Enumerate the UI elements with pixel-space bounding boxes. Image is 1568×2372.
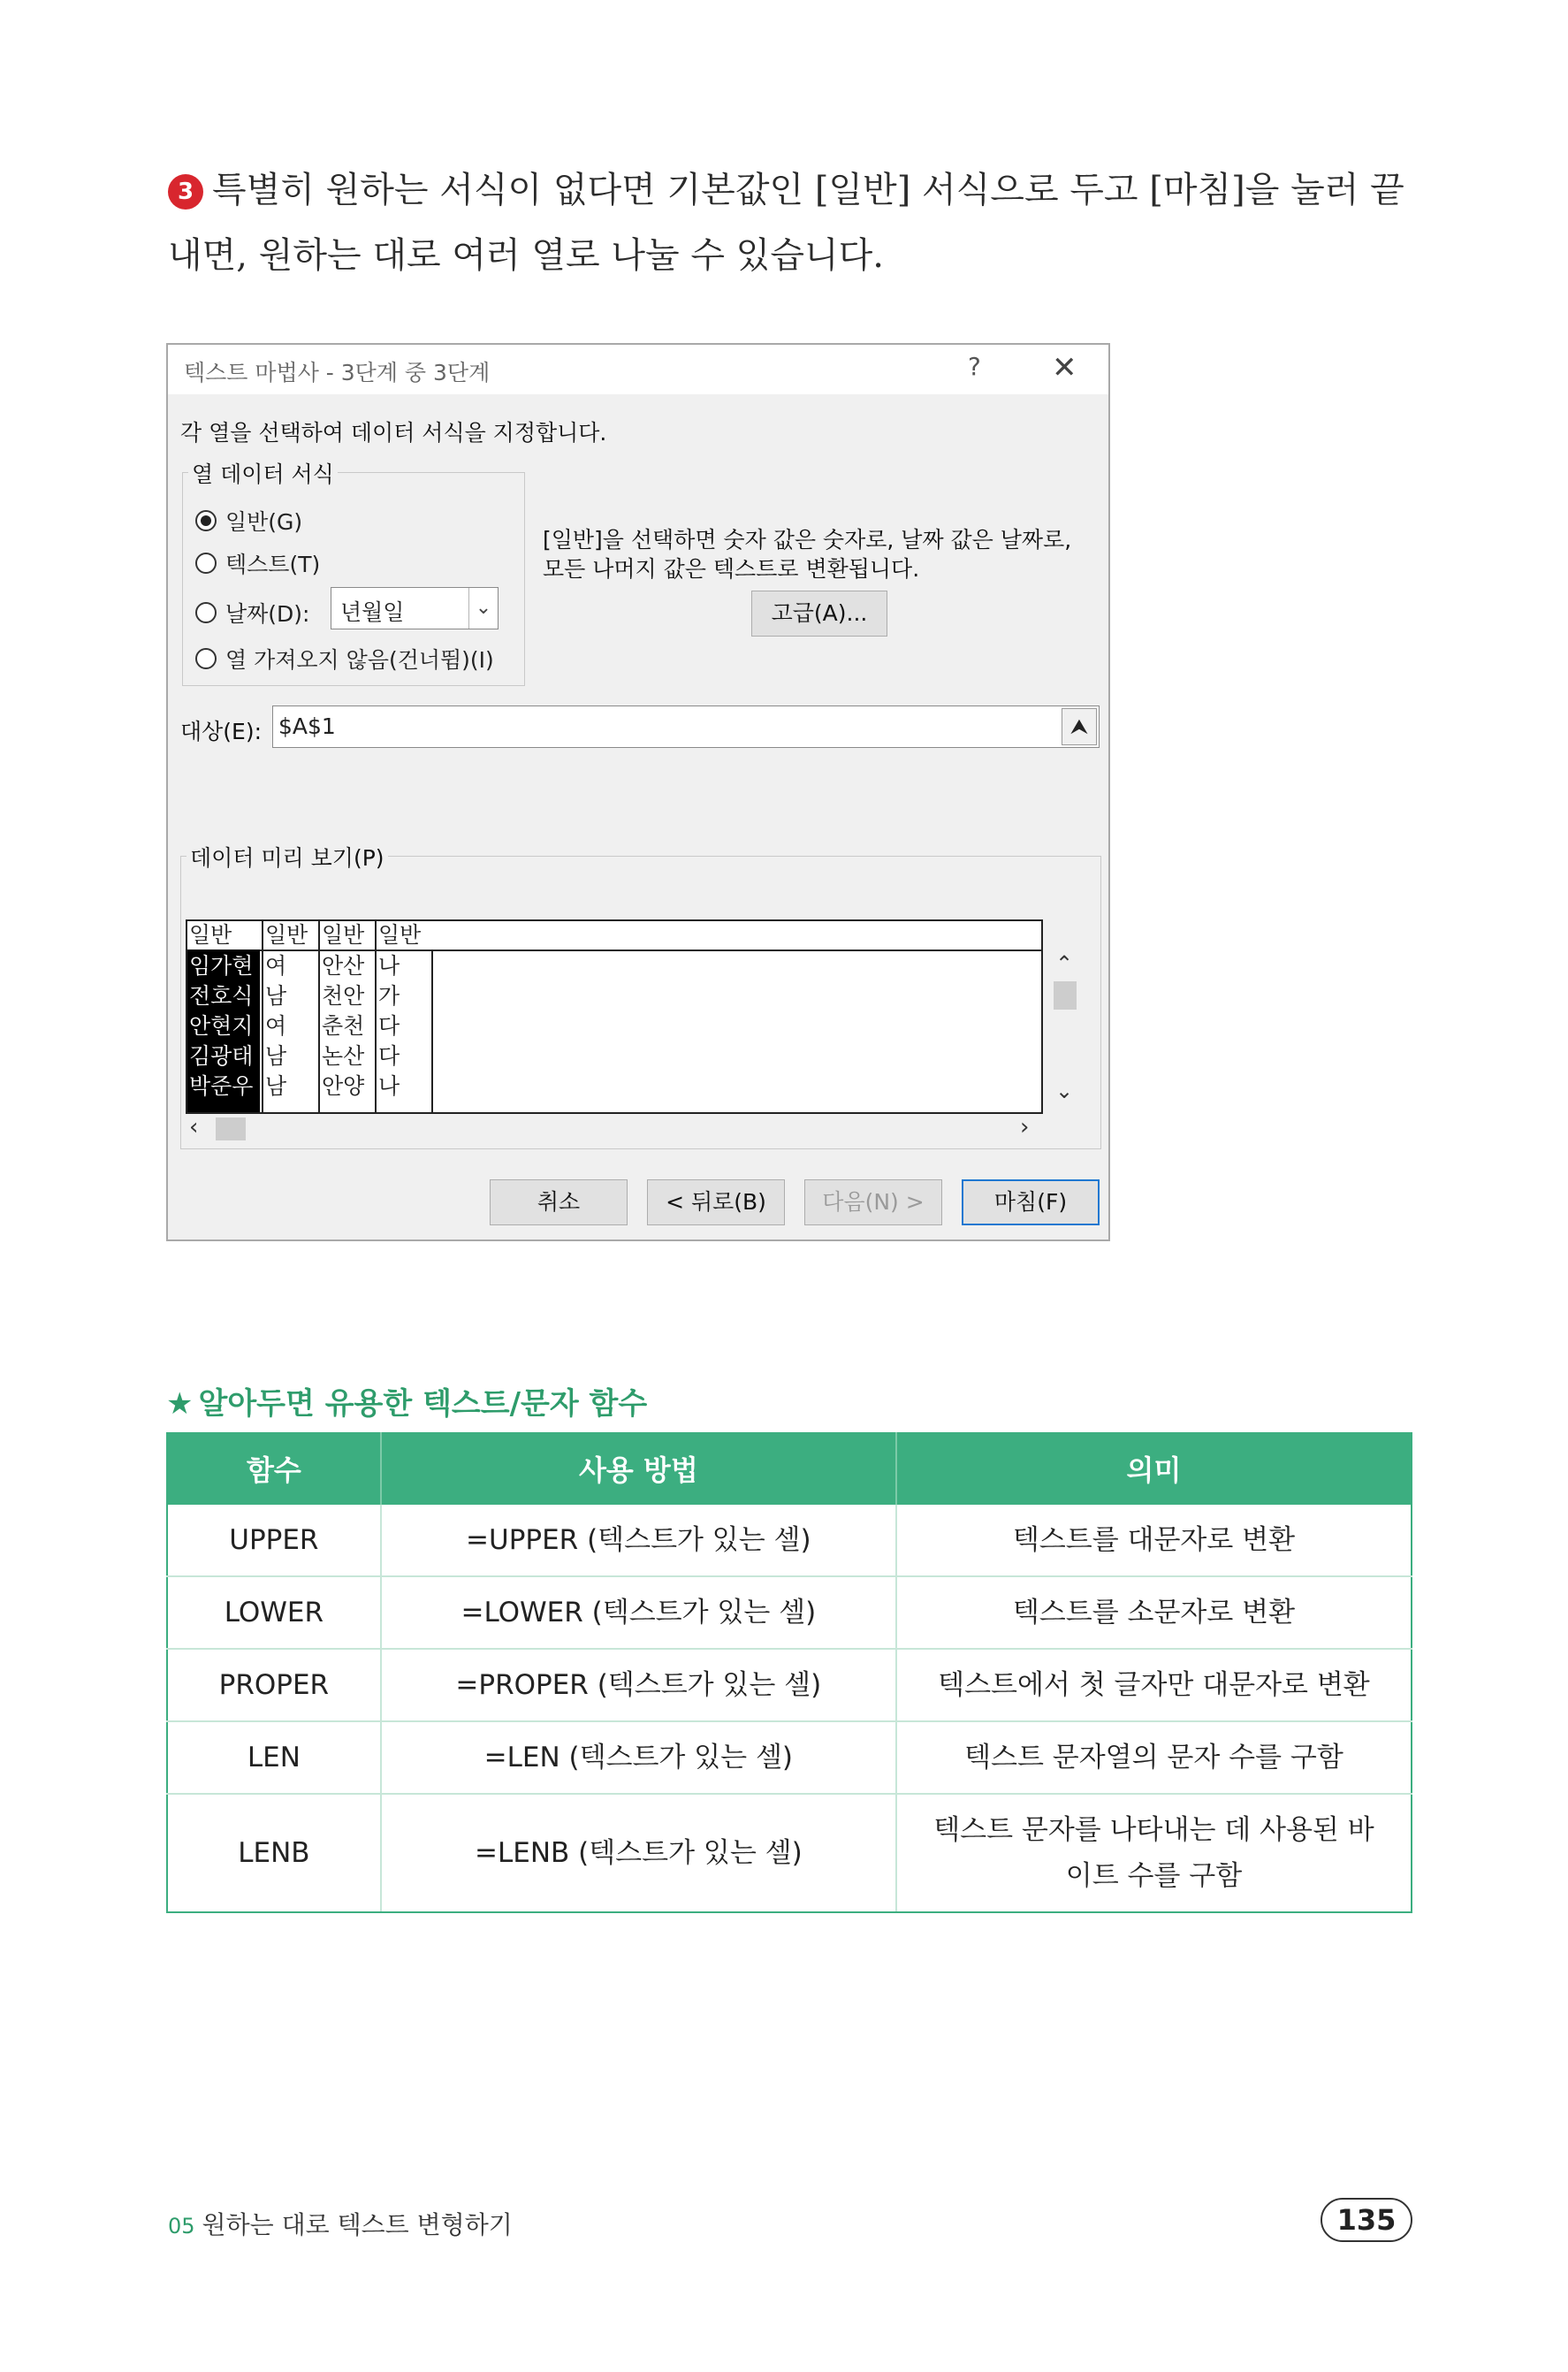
preview-cell: 남 [265, 1073, 287, 1099]
star-icon: ★ [166, 1386, 194, 1422]
preview-header[interactable]: 일반 [322, 922, 365, 948]
radio-selected-icon [195, 510, 217, 531]
section-title: 원하는 대로 텍스트 변형하기 [202, 2210, 513, 2239]
preview-cell: 다 [378, 1043, 400, 1069]
function-meaning: 텍스트를 대문자로 변환 [896, 1505, 1412, 1576]
text-wizard-dialog [166, 343, 1110, 1241]
function-meaning: 텍스트 문자열의 문자 수를 구함 [896, 1721, 1412, 1794]
table-row [167, 1794, 1412, 1912]
table-title [166, 1379, 647, 1422]
table-title-text: 알아두면 유용한 텍스트/문자 함수 [198, 1386, 648, 1422]
table-row [167, 1721, 1412, 1794]
preview-cell: 안현지 [189, 1013, 254, 1039]
header-usage: 사용 방법 [381, 1432, 896, 1505]
dialog-titlebar [168, 345, 1108, 394]
range-picker-icon[interactable]: ⮝ [1062, 708, 1097, 745]
table-row [167, 1576, 1412, 1649]
function-name: PROPER [167, 1649, 381, 1721]
advanced-button[interactable]: 고급(A)... [751, 591, 887, 637]
radio-general[interactable] [195, 505, 302, 537]
function-usage: =PROPER (텍스트가 있는 셀) [381, 1649, 896, 1721]
function-meaning: 텍스트를 소문자로 변환 [896, 1576, 1412, 1649]
function-meaning: 텍스트에서 첫 글자만 대문자로 변환 [896, 1649, 1412, 1721]
preview-cell: 김광태 [189, 1043, 254, 1069]
preview-cell: 임가현 [189, 953, 254, 979]
page-footer [168, 2206, 513, 2241]
column-format-group [182, 461, 525, 686]
function-usage: =UPPER (텍스트가 있는 셀) [381, 1505, 896, 1576]
table-row [167, 1649, 1412, 1721]
preview-cell: 여 [265, 1013, 287, 1039]
radio-icon [195, 553, 217, 574]
preview-header[interactable]: 일반 [265, 922, 308, 948]
dialog-title: 텍스트 마법사 - 3단계 중 3단계 [184, 360, 491, 385]
radio-general-label: 일반(G) [225, 509, 303, 535]
radio-icon [195, 602, 217, 623]
preview-cell: 안양 [322, 1073, 365, 1099]
scroll-down-icon[interactable]: ⌄ [1055, 1079, 1074, 1103]
column-format-label: 열 데이터 서식 [188, 457, 338, 489]
function-usage: =LEN (텍스트가 있는 셀) [381, 1721, 896, 1794]
preview-cell: 나 [378, 1073, 400, 1099]
close-icon[interactable]: ✕ [1052, 350, 1077, 385]
cancel-button[interactable]: 취소 [490, 1179, 628, 1225]
scroll-up-icon[interactable]: ⌃ [1055, 951, 1074, 976]
step-text: 특별히 원하는 서식이 없다면 기본값인 [일반] 서식으로 두고 [마침]을 눌러 끝내면, 원하는 대로 여러 열로 나눌 수 있습니다. [168, 170, 1404, 276]
step-paragraph [168, 157, 1423, 288]
preview-cell: 가 [378, 983, 400, 1009]
scroll-left-icon[interactable]: ‹ [189, 1114, 199, 1140]
step-number-badge: 3 [168, 174, 203, 210]
preview-cell: 여 [265, 953, 287, 979]
preview-cell: 나 [378, 953, 400, 979]
table-row [167, 1505, 1412, 1576]
preview-label: 데이터 미리 보기(P) [186, 841, 388, 873]
vertical-scroll-thumb[interactable] [1054, 981, 1077, 1010]
radio-text[interactable] [195, 547, 320, 579]
preview-cell: 전호식 [189, 983, 254, 1009]
target-input[interactable] [272, 705, 1100, 748]
preview-cell: 박준우 [189, 1073, 254, 1099]
preview-cell: 춘천 [322, 1013, 365, 1039]
page-number: 135 [1321, 2198, 1412, 2242]
date-format-value: 년월일 [340, 599, 405, 625]
table-header-row [167, 1432, 1412, 1505]
finish-button[interactable]: 마침(F) [962, 1179, 1100, 1225]
function-name: LENB [167, 1794, 381, 1912]
header-function: 함수 [167, 1432, 381, 1505]
format-description: [일반]을 선택하면 숫자 값은 숫자로, 날짜 값은 날짜로, 모든 나머지 값은 텍스트로 변환됩니다. [543, 527, 1072, 582]
horizontal-scroll-thumb[interactable] [216, 1117, 246, 1140]
header-meaning: 의미 [896, 1432, 1412, 1505]
preview-cell: 논산 [322, 1043, 365, 1069]
radio-skip[interactable] [195, 643, 494, 675]
function-meaning: 텍스트 문자를 나타내는 데 사용된 바이트 수를 구함 [896, 1794, 1412, 1912]
function-table [166, 1432, 1412, 1913]
preview-vertical-scrollbar[interactable] [1050, 951, 1080, 1110]
preview-header-row [187, 921, 1041, 951]
radio-date[interactable] [195, 597, 309, 629]
data-preview[interactable] [186, 919, 1043, 1114]
preview-cell: 남 [265, 1043, 287, 1069]
target-value: $A$1 [278, 713, 336, 739]
function-usage: =LENB (텍스트가 있는 셀) [381, 1794, 896, 1912]
preview-cell: 안산 [322, 953, 365, 979]
preview-cell: 남 [265, 983, 287, 1009]
instruction-text: 각 열을 선택하여 데이터 서식을 지정합니다. [180, 420, 607, 446]
preview-cell: 다 [378, 1013, 400, 1039]
function-usage: =LOWER (텍스트가 있는 셀) [381, 1576, 896, 1649]
radio-skip-label: 열 가져오지 않음(건너뜀)(I) [225, 647, 494, 673]
function-name: UPPER [167, 1505, 381, 1576]
chevron-down-icon[interactable]: ⌄ [468, 588, 498, 629]
next-button[interactable]: 다음(N) > [804, 1179, 942, 1225]
function-name: LEN [167, 1721, 381, 1794]
radio-icon [195, 648, 217, 669]
function-name: LOWER [167, 1576, 381, 1649]
radio-text-label: 텍스트(T) [225, 552, 321, 577]
target-label: 대상(E): [180, 719, 263, 744]
scroll-right-icon[interactable]: › [1020, 1114, 1030, 1140]
preview-horizontal-scrollbar[interactable] [186, 1114, 1052, 1144]
preview-header[interactable]: 일반 [378, 922, 422, 948]
section-number: 05 [168, 2214, 195, 2239]
date-format-select[interactable] [331, 587, 499, 629]
preview-header[interactable]: 일반 [189, 922, 232, 948]
radio-date-label: 날짜(D): [225, 601, 310, 627]
preview-cell: 천안 [322, 983, 365, 1009]
back-button[interactable]: < 뒤로(B) [647, 1179, 785, 1225]
help-button[interactable]: ? [968, 352, 981, 381]
